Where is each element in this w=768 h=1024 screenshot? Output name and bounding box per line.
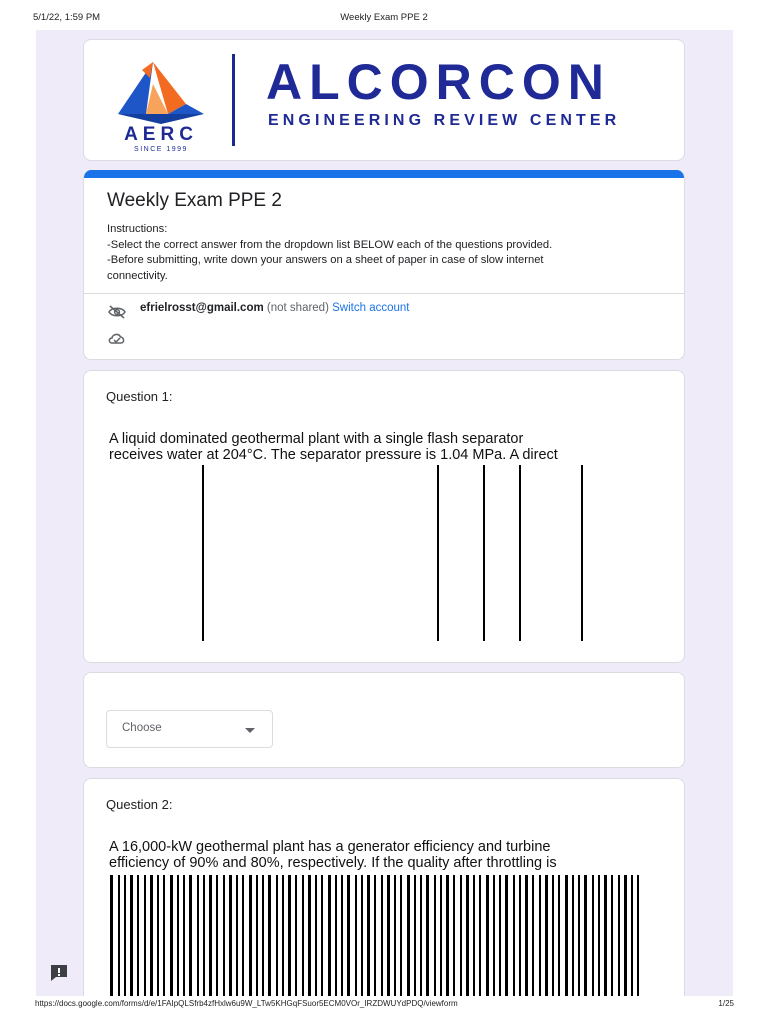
instruction-line: -Before submitting, write down your answers on a sheet of paper in case of slow internet [107,254,544,266]
artifact-bar [236,875,238,996]
artifact-bar [335,875,337,996]
artifact-bar [400,875,402,996]
artifact-bar [341,875,343,996]
question-2-label: Question 2: [106,797,173,812]
artifact-bar [519,465,521,641]
artifact-bar [302,875,304,996]
artifact-bar [637,875,639,996]
instruction-line: -Select the correct answer from the dropdown list BELOW each of the questions provided. [107,238,553,251]
artifact-bar [216,875,218,996]
artifact-bar [229,875,232,996]
artifact-bar [110,875,113,996]
answer-dropdown[interactable] [106,710,273,748]
artifact-bar [453,875,455,996]
artifact-bar [256,875,258,996]
artifact-bar [420,875,422,996]
artifact-bar [308,875,311,996]
artifact-bar [624,875,627,996]
aerc-logo-icon [106,54,216,154]
artifact-bar [525,875,528,996]
artifact-bar [381,875,383,996]
artifact-bar [163,875,165,996]
account-row [140,302,409,314]
artifact-bar [446,875,449,996]
artifact-bar [276,875,278,996]
artifact-bar [130,875,133,996]
artifact-bar [513,875,515,996]
artifact-bar [177,875,179,996]
artifact-bar [611,875,613,996]
header-banner [83,39,685,161]
not-shared-label: (not shared) [266,302,329,314]
banner-divider [232,54,235,146]
artifact-bar [387,875,390,996]
artifact-bar [282,875,284,996]
artifact-bar [197,875,199,996]
artifact-bar [479,875,481,996]
artifact-bar [631,875,633,996]
artifact-bar [367,875,370,996]
artifact-bar [150,875,153,996]
logo-since: SINCE 1999 [134,146,188,153]
artifact-bar [460,875,462,996]
artifact-bar [578,875,580,996]
artifact-bar [581,465,583,641]
artifact-bar [426,875,429,996]
artifact-bar [592,875,594,996]
form-accent-bar [84,170,684,178]
artifact-bar [189,875,192,996]
account-email: efrielrosst@gmail.com [140,302,264,314]
instruction-line: Instructions: [107,223,168,235]
artifact-bar [144,875,146,996]
artifact-bar [466,875,469,996]
logo-text: AERC [124,124,198,145]
artifact-bar [249,875,252,996]
artifact-bar [328,875,331,996]
artifact-bar [486,875,489,996]
artifact-bar [321,875,323,996]
artifact-bar [434,875,436,996]
artifact-bar [505,875,508,996]
artifact-bar [124,875,126,996]
artifact-bar [170,875,173,996]
switch-account-link[interactable]: Switch account [332,302,410,314]
question-text-line: efficiency of 90% and 80%, respectively. If the quality after throttling is [109,855,557,871]
artifact-bar [584,875,587,996]
question-2-card [83,778,685,996]
artifact-bar [483,465,485,641]
artifact-bar [552,875,554,996]
question-1-card [83,370,685,663]
artifact-bar [202,465,204,641]
artifact-bar [242,875,244,996]
artifact-bar [437,465,439,641]
artifact-bar [183,875,185,996]
chevron-down-icon [245,728,255,733]
artifact-bar [203,875,205,996]
instruction-line: connectivity. [107,269,168,282]
question-text-line: A liquid dominated geothermal plant with a single flash separator [109,431,524,447]
artifact-bar [288,875,291,996]
artifact-bar [347,875,350,996]
artifact-bar [118,875,120,996]
print-page-number: 1/25 [718,999,734,1008]
question-text-line: receives water at 204°C. The separator pressure is 1.04 MPa. A direct [109,447,558,463]
form-instructions [107,222,667,284]
artifact-bar [407,875,410,996]
artifact-bar [558,875,560,996]
form-header-card [83,170,685,360]
form-canvas [36,30,733,996]
brand-subtitle: ENGINEERING REVIEW CENTER [268,112,621,129]
artifact-bar [223,875,225,996]
artifact-bar [618,875,620,996]
question-text-line: A 16,000-kW geothermal plant has a generator efficiency and turbine [109,839,551,855]
artifact-bar [374,875,376,996]
artifact-bar [137,875,139,996]
artifact-bar [572,875,574,996]
print-url: https://docs.google.com/forms/d/e/1FAIpQLSfrb4zfHxlw6u9W_LTw5KHGqFSuor5ECM0VOr_IRZDWUYdPDQ/viewform [35,999,458,1008]
question-1-image-artifact [84,371,685,663]
cloud-check-icon [107,330,127,346]
artifact-bar [539,875,541,996]
header-separator [84,293,684,294]
artifact-bar [565,875,568,996]
form-title: Weekly Exam PPE 2 [107,190,282,211]
artifact-bar [499,875,501,996]
print-header [0,0,768,30]
question-2-image-artifact [84,779,685,996]
eye-off-icon [107,304,127,320]
artifact-bar [262,875,264,996]
artifact-bar [473,875,475,996]
artifact-bar [519,875,521,996]
question-1-label: Question 1: [106,389,173,404]
artifact-bar [268,875,271,996]
report-problem-icon[interactable] [48,962,70,984]
artifact-bar [355,875,357,996]
print-date: 5/1/22, 1:59 PM [33,12,101,23]
artifact-bar [532,875,534,996]
artifact-bar [361,875,363,996]
brand-name: ALCORCON [266,54,611,110]
artifact-bar [157,875,159,996]
artifact-bar [414,875,416,996]
artifact-bar [394,875,396,996]
dropdown-placeholder: Choose [122,722,162,734]
artifact-bar [604,875,607,996]
artifact-bar [440,875,442,996]
artifact-bar [545,875,548,996]
artifact-bar [315,875,317,996]
artifact-bar [493,875,495,996]
answer-1-card [83,672,685,768]
artifact-bar [295,875,297,996]
artifact-bar [209,875,212,996]
print-title: Weekly Exam PPE 2 [340,12,428,23]
artifact-bar [598,875,600,996]
print-footer [0,996,768,1016]
